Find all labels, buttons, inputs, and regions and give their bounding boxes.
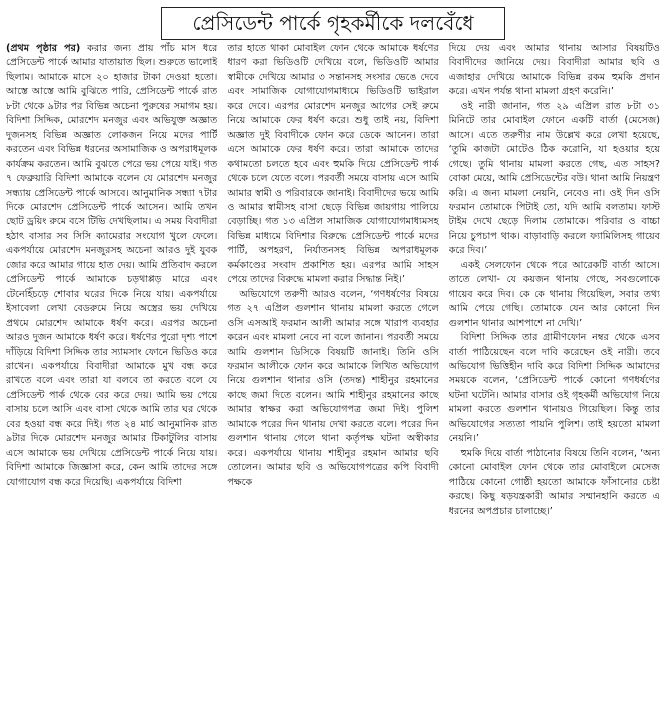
headline: প্রেসিডেন্ট পার্কে গৃহকর্মীকে দলবেঁধে xyxy=(161,7,504,40)
paragraph xyxy=(449,259,660,331)
headline-wrapper xyxy=(0,6,666,40)
paragraph xyxy=(449,100,660,259)
paragraph-text: একই সেলফোন থেকে পরে আরেকটি বার্তা আসে। তাতে লেখা- যে কয়জন থানায় গেছে, সবগুলোকে গায়েব করে দিব। কে কে থানায় গিয়েছিল, সবার তথ্য আমি পেয়ে গেছি। তোমাকে যেন আর কোনো দিন গুলশান থানার আশপাশে না দেখি।’ xyxy=(448,259,660,329)
paragraph-text: হুমকি দিয়ে বার্তা পাঠানোর বিষয়ে তিনি বলেন, ‘অন্য কোনো মোবাইল ফোন থেকে তার মোবাইলে মেসেজ পাঠিয়ে কোনো গোষ্ঠী হয়তো আমাকে ফাঁসানোর চেষ্টা করছে। কিছু ষড়যন্ত্রকারী আমার সম্মানহানি করতে এ ধরনের অপপ্রচার চালাচ্ছে।’ xyxy=(448,447,660,517)
paragraph-text: তার হাতে থাকা মোবাইল ফোন থেকে আমাকে ধর্ষণের ধারণ করা ভিডিওটি দেখিয়ে বলে, ভিডিওটি আমার স্বামীকে দেখিয়ে আমার ৩ সন্তানসহ সংসার ভেঙে দেবে এবং সামাজিক যোগাযোগমাধ্যমে ভিডিওটি ভাইরাল করে দেবে। এরপর মোরশেদ মনজুর আগের সেই রুমে নিয়ে আমাকে ফের ধর্ষণ করে। শুধু তাই নয়, বিদিশা অজ্ঞাত দুই বিবাদীকে ফোন করে ডেকে আনেন। তারা এসে আমাকে ফের ধর্ষণ করে। তারা আমাকে তাদের কথামতো চলতে হবে এবং হুমকি দিয়ে প্রেসিডেন্ট পার্ক থেকে চলে যেতে বলে। পরবর্তী সময়ে বাসায় এসে আমি আমার স্বামী ও পরিবারকে জানাই। বিবাদীদের ভয়ে আমি ও আমার স্বামীসহ বাসা ছেড়ে বিভিন্ন জায়গায় পালিয়ে বেড়াচ্ছি। গত ১৩ এপ্রিল সামাজিক যোগাযোগমাধ্যমসহ বিভিন্ন মাধ্যমে বিদিশার বিরুদ্ধে প্রেসিডেন্ট পার্কে মদের পার্টি, অপহরণ, নির্যাতনসহ বিভিন্ন অপরাধমূলক কর্মকাণ্ডের সংবাদ প্রকাশিত হয়। এরপর আমি সাহস পেয়ে তাদের বিরুদ্ধে মামলা করার সিদ্ধান্ত নিই।’ xyxy=(227,43,439,286)
paragraph xyxy=(227,288,438,490)
column-3 xyxy=(449,42,660,722)
continuation-marker: (প্রথম পৃষ্ঠার পর) xyxy=(6,43,81,54)
paragraph xyxy=(6,42,217,490)
paragraph xyxy=(449,447,660,519)
paragraph-text: ওই নারী জানান, গত ২৯ এপ্রিল রাত ৮টা ৩১ মিনিটে তার মোবাইল ফোনে একটি বার্তা (মেসেজ) আসে। এতে তরুণীর নাম উল্লেখ করে লেখা হয়েছে, ‘তুমি কাজটা মোটেও ঠিক করোনি, যা হওয়ার হয়ে গেছে। তুমি থানায় মামলা করতে গেছ, এত সাহস? বোকা মেয়ে, আমি প্রেসিডেন্টের বউ। থানা আমি নিয়ন্ত্রণ করি। এ জন্য মামলা নেয়নি, নেবেও না। ওই দিন ওসি ফরমান তোমাকে পিটাই তো, যদি আমি বলতাম। ফাস্ট টাইম দেখে ছেড়ে দিলাম তোমাকে। পরিবার ও বাচ্চা নিয়ে চুপচাপ থাক। বাড়াবাড়ি করলে ফ্যামিলিসহ গায়েব করে দিব।’ xyxy=(448,100,660,257)
paragraph xyxy=(449,42,660,100)
paragraph-text: দিয়ে দেয় এবং আমার থানায় আসার বিষয়টিও বিবাদীদের জানিয়ে দেয়। বিবাদীরা আমার ছবি ও এজাহার দেখিয়ে আমাকে বিভিন্ন রকম হুমকি প্রদান করে। এখন পর্যন্ত থানা মামলা গ্রহণ করেনি।’ xyxy=(448,43,660,98)
paragraph xyxy=(227,42,438,288)
paragraph-text: অভিযোগে তরুণী আরও বলেন, ‘গণধর্ষণের বিষয়ে গত ২৭ এপ্রিল গুলশান থানায় মামলা করতে গেলে ওসি এসআই ফরমান আলী আমার সঙ্গে খারাপ ব্যবহার করেন এবং মামলা নেবে না বলে জানান। পরবর্তী সময়ে আমি গুলশান ডিসিকে বিষয়টি জানাই। তিনি ওসি ফরমান আলীকে ফোন করে আমাকে লিখিত অভিযোগ নিয়ে গুলশান থানার ওসি (তদন্ত) শাহীনুর রহমানের কাছে জমা দিতে বলেন। আমি শাহীনুর রহমানের কাছে আমার স্বাক্ষর করা অভিযোগপত্র জমা দিই। পুলিশ আমাকে পরের দিন থানায় দেখা করতে বলে। পরের দিন গুলশান থানায় গেলে থানা কর্তৃপক্ষ ঘটনা অস্বীকার করে। একপর্যায়ে থানায় শাহীনুর রহমান আমার ছবি তোলেন। আমার ছবি ও অভিযোগপত্রের কপি বিবাদী পক্ষকে xyxy=(227,288,439,488)
paragraph xyxy=(449,331,660,447)
column-1 xyxy=(6,42,217,722)
article-body xyxy=(6,42,660,722)
column-2 xyxy=(227,42,438,722)
paragraph-text: করার জন্য প্রায় পাঁচ মাস ধরে প্রেসিডেন্ট পার্কে আমার যাতায়াত ছিল। শুরুতে ভালোই ছিলাম। আমাকে মাসে ২০ হাজার টাকা দেওয়া হতো। আস্তে আস্তে আমি বুঝিতে পারি, প্রেসিডেন্ট পার্কে রাত ৮টা থেকে ৯টার পর বিভিন্ন অচেনা পুরুষের সমাগম হয়। বিদিশা সিদ্দিক, মোরশেদ মনজুর এবং অভিযুক্ত অজ্ঞাত দুজনসহ বিভিন্ন অজ্ঞাত লোকজন নিয়ে মদের পার্টি করতেন এবং বিভিন্ন ধরনের অসামাজিক ও অপরাধমূলক কার্যক্রম করতেন। আমি বুঝতে পেরে ভয় পেয়ে যাই। গত ৭ ফেব্রুয়ারি বিদিশা আমাকে বলেন যে মোরশেদ মনজুর সন্ধ্যায় প্রেসিডেন্ট পার্কে আসবে। আনুমানিক সন্ধ্যা ৭টার দিকে মোরশেদ প্রেসিডেন্ট পার্কে আসেন। আমি তখন ছোট ড্রয়িং রুমে বসে টিভি দেখছিলাম। এ সময় বিবাদীরা হঠাৎ বাসার সব সিসি ক্যামেরার সংযোগ খুলে ফেলে। একপর্যায়ে মোরশেদ মনজুরসহ অচেনা আরও দুই যুবক জোর করে আমার গায়ে হাত দেয়। আমি প্রতিবাদ করলে প্রেসিডেন্ট পার্কে আমাকে চড়থাপ্পড় মারে এবং টেনেহিঁচড়ে শোবার ঘরের দিকে নিয়ে যায়। একপর্যায়ে ইসাবেলা লেখা বেডরুমে নিয়ে অস্ত্রের ভয় দেখিয়ে প্রথমে মোরশেদ আমাকে ধর্ষণ করে। এরপর অচেনা আরও দুজন আমাকে ধর্ষণ করে। ধর্ষণের পুরো দৃশ্য পাশে দাঁড়িয়ে বিদিশা সিদ্দিক তার স্যামসাং ফোনে ভিডিও করে রাখেন। একপর্যায়ে বিবাদীরা আমাকে মুখ বন্ধ করে রাখতে বলে এবং তারা যা বলবে তা করতে বলে যে প্রেসিডেন্ট পার্ক থেকে বের করে দেয়। আমি ভয় পেয়ে বাসায় চলে আসি এবং বাসা থেকে আমি তার ঘর থেকে বের হওয়া বন্ধ করে দিই। গত ২৪ মার্চ আনুমানিক রাত ৯টার দিকে মোরশেদ মনজুর আমার টিকাটুলির বাসায় এসে আমাকে ভয় দেখিয়ে প্রেসিডেন্ট পার্কে নিয়ে যায়। বিদিশা আমাকে জিজ্ঞাসা করে, কেন আমি তাদের সঙ্গে যোগাযোগ বন্ধ করে দিয়েছি। একপর্যায়ে বিদিশা xyxy=(6,43,218,488)
paragraph-text: বিদিশা সিদ্দিক তার গ্রামীণফোন নম্বর থেকে এসব বার্তা পাঠিয়েছেন বলে দাবি করেছেন ওই নারী। তবে অভিযোগ ভিত্তিহীন দাবি করে বিদিশা সিদ্দিক আমাদের সময়কে বলেন, ‘প্রেসিডেন্ট পার্কে কোনো গণধর্ষণের ঘটনা ঘটেনি। আমার বাসার ওই গৃহকর্মী অভিযোগ নিয়ে মামলা করতে গুলশান থানায়ও গিয়েছিল। কিন্তু তার অভিযোগের সত্যতা পায়নি পুলিশ। তাই হয়তো মামলা নেয়নি।’ xyxy=(448,332,660,445)
